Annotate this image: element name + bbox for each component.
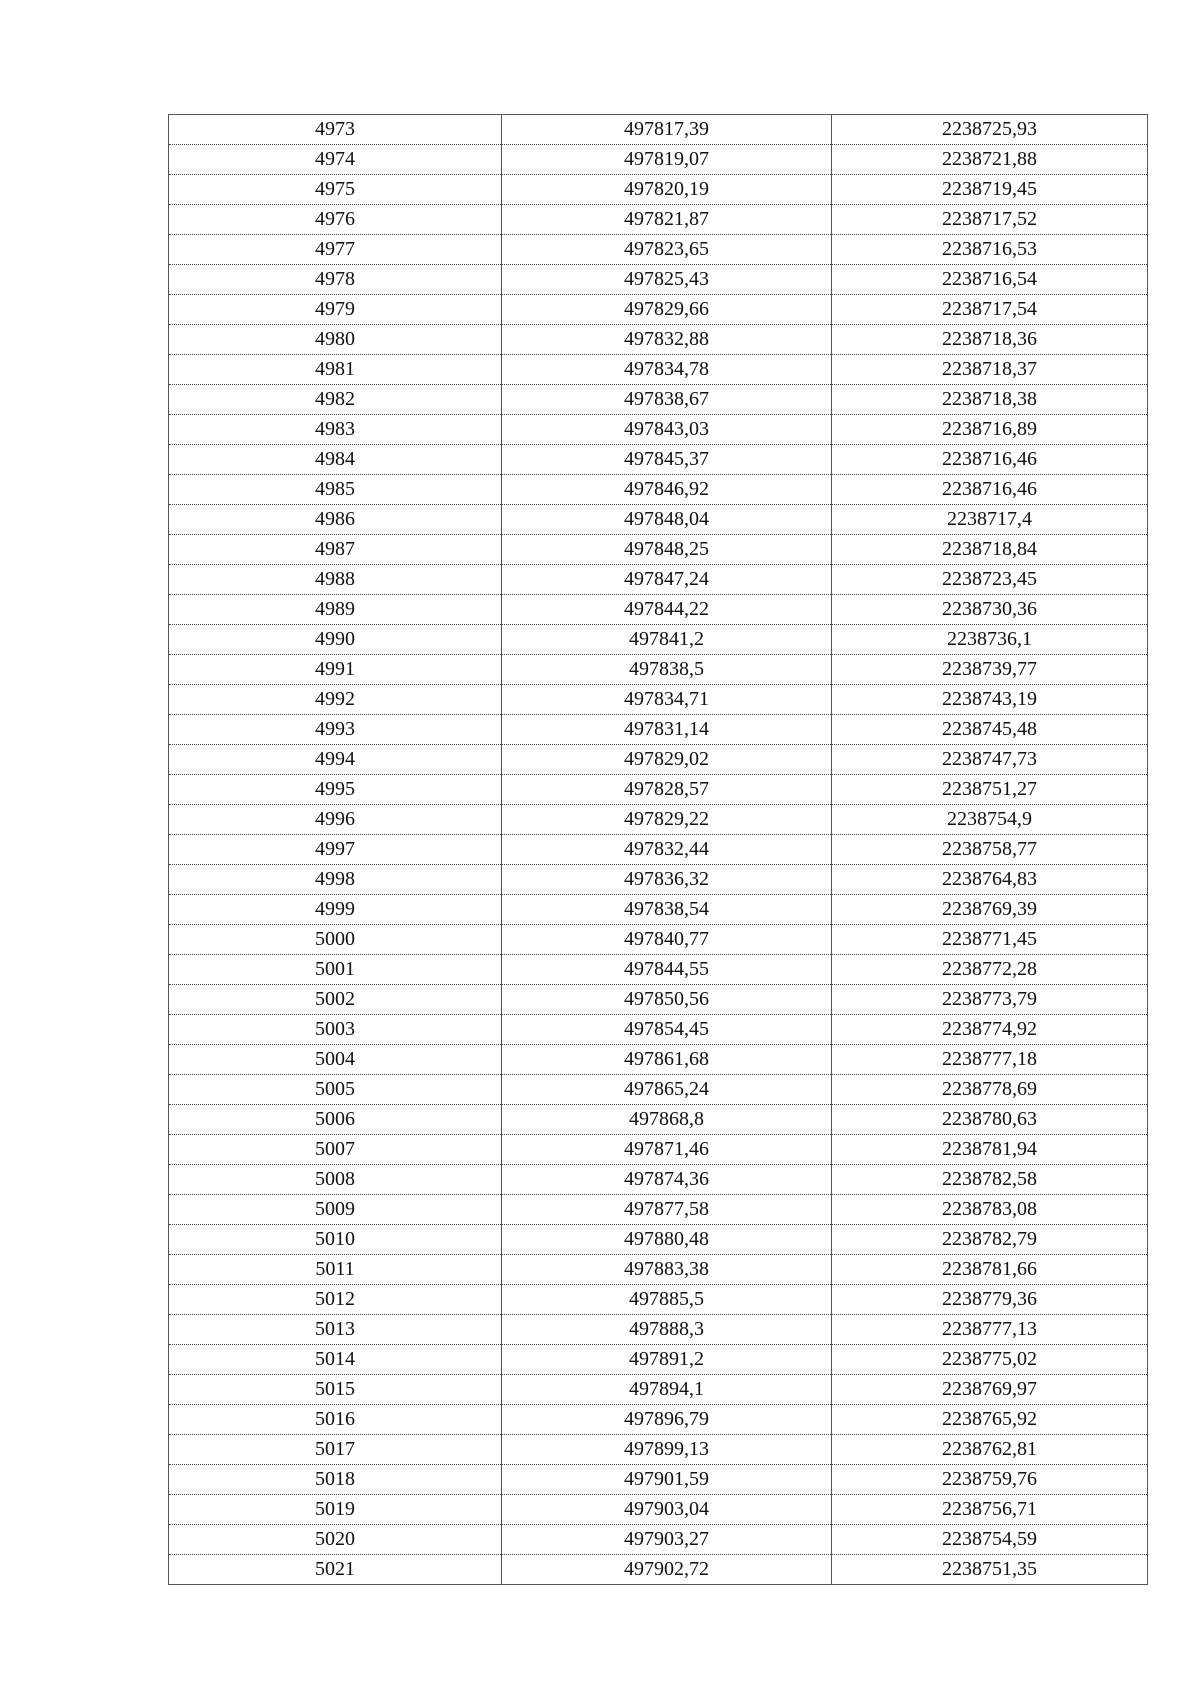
point-number-cell: 4991 <box>169 655 502 685</box>
x-coordinate-cell: 497861,68 <box>502 1045 832 1075</box>
y-coordinate-cell: 2238772,28 <box>832 955 1148 985</box>
table-row <box>169 955 1148 985</box>
point-number-cell: 5014 <box>169 1345 502 1375</box>
x-coordinate-cell: 497902,72 <box>502 1555 832 1585</box>
table-row <box>169 205 1148 235</box>
x-coordinate-cell: 497854,45 <box>502 1015 832 1045</box>
y-coordinate-cell: 2238723,45 <box>832 565 1148 595</box>
table-row <box>169 625 1148 655</box>
y-coordinate-cell: 2238779,36 <box>832 1285 1148 1315</box>
y-coordinate-cell: 2238769,97 <box>832 1375 1148 1405</box>
y-coordinate-cell: 2238754,59 <box>832 1525 1148 1555</box>
point-number-cell: 5005 <box>169 1075 502 1105</box>
x-coordinate-cell: 497848,04 <box>502 505 832 535</box>
point-number-cell: 4998 <box>169 865 502 895</box>
table-row <box>169 295 1148 325</box>
y-coordinate-cell: 2238773,79 <box>832 985 1148 1015</box>
table-row <box>169 1405 1148 1435</box>
x-coordinate-cell: 497844,55 <box>502 955 832 985</box>
x-coordinate-cell: 497848,25 <box>502 535 832 565</box>
table-row <box>169 985 1148 1015</box>
x-coordinate-cell: 497823,65 <box>502 235 832 265</box>
table-row <box>169 1435 1148 1465</box>
point-number-cell: 5012 <box>169 1285 502 1315</box>
x-coordinate-cell: 497843,03 <box>502 415 832 445</box>
y-coordinate-cell: 2238718,36 <box>832 325 1148 355</box>
point-number-cell: 4987 <box>169 535 502 565</box>
x-coordinate-cell: 497883,38 <box>502 1255 832 1285</box>
x-coordinate-cell: 497880,48 <box>502 1225 832 1255</box>
x-coordinate-cell: 497850,56 <box>502 985 832 1015</box>
point-number-cell: 4975 <box>169 175 502 205</box>
y-coordinate-cell: 2238716,46 <box>832 445 1148 475</box>
point-number-cell: 4973 <box>169 115 502 145</box>
x-coordinate-cell: 497847,24 <box>502 565 832 595</box>
x-coordinate-cell: 497829,02 <box>502 745 832 775</box>
y-coordinate-cell: 2238716,53 <box>832 235 1148 265</box>
y-coordinate-cell: 2238745,48 <box>832 715 1148 745</box>
y-coordinate-cell: 2238718,37 <box>832 355 1148 385</box>
table-row <box>169 115 1148 145</box>
point-number-cell: 5003 <box>169 1015 502 1045</box>
x-coordinate-cell: 497828,57 <box>502 775 832 805</box>
y-coordinate-cell: 2238771,45 <box>832 925 1148 955</box>
point-number-cell: 4984 <box>169 445 502 475</box>
y-coordinate-cell: 2238778,69 <box>832 1075 1148 1105</box>
table-row <box>169 1345 1148 1375</box>
y-coordinate-cell: 2238782,58 <box>832 1165 1148 1195</box>
y-coordinate-cell: 2238717,4 <box>832 505 1148 535</box>
x-coordinate-cell: 497846,92 <box>502 475 832 505</box>
table-row <box>169 1165 1148 1195</box>
table-row <box>169 145 1148 175</box>
point-number-cell: 5009 <box>169 1195 502 1225</box>
y-coordinate-cell: 2238777,18 <box>832 1045 1148 1075</box>
table-row <box>169 445 1148 475</box>
y-coordinate-cell: 2238764,83 <box>832 865 1148 895</box>
table-row <box>169 655 1148 685</box>
x-coordinate-cell: 497903,27 <box>502 1525 832 1555</box>
point-number-cell: 4978 <box>169 265 502 295</box>
x-coordinate-cell: 497838,5 <box>502 655 832 685</box>
table-row <box>169 235 1148 265</box>
table-row <box>169 355 1148 385</box>
x-coordinate-cell: 497845,37 <box>502 445 832 475</box>
point-number-cell: 5000 <box>169 925 502 955</box>
table-row <box>169 865 1148 895</box>
table-row <box>169 175 1148 205</box>
point-number-cell: 5004 <box>169 1045 502 1075</box>
table-row <box>169 505 1148 535</box>
table-row <box>169 1135 1148 1165</box>
x-coordinate-cell: 497829,22 <box>502 805 832 835</box>
point-number-cell: 4982 <box>169 385 502 415</box>
point-number-cell: 5020 <box>169 1525 502 1555</box>
y-coordinate-cell: 2238777,13 <box>832 1315 1148 1345</box>
point-number-cell: 4974 <box>169 145 502 175</box>
point-number-cell: 5011 <box>169 1255 502 1285</box>
y-coordinate-cell: 2238716,89 <box>832 415 1148 445</box>
y-coordinate-cell: 2238758,77 <box>832 835 1148 865</box>
point-number-cell: 4983 <box>169 415 502 445</box>
x-coordinate-cell: 497894,1 <box>502 1375 832 1405</box>
table-row <box>169 1045 1148 1075</box>
x-coordinate-cell: 497834,78 <box>502 355 832 385</box>
y-coordinate-cell: 2238747,73 <box>832 745 1148 775</box>
x-coordinate-cell: 497901,59 <box>502 1465 832 1495</box>
table-row <box>169 595 1148 625</box>
x-coordinate-cell: 497841,2 <box>502 625 832 655</box>
point-number-cell: 5006 <box>169 1105 502 1135</box>
table-row <box>169 385 1148 415</box>
x-coordinate-cell: 497877,58 <box>502 1195 832 1225</box>
point-number-cell: 4996 <box>169 805 502 835</box>
table-row <box>169 1375 1148 1405</box>
x-coordinate-cell: 497865,24 <box>502 1075 832 1105</box>
point-number-cell: 4997 <box>169 835 502 865</box>
point-number-cell: 4994 <box>169 745 502 775</box>
x-coordinate-cell: 497825,43 <box>502 265 832 295</box>
table-row <box>169 1255 1148 1285</box>
y-coordinate-cell: 2238759,76 <box>832 1465 1148 1495</box>
table-row <box>169 325 1148 355</box>
point-number-cell: 5001 <box>169 955 502 985</box>
table-row <box>169 685 1148 715</box>
table-row <box>169 1555 1148 1585</box>
point-number-cell: 4985 <box>169 475 502 505</box>
x-coordinate-cell: 497838,54 <box>502 895 832 925</box>
table-row <box>169 805 1148 835</box>
point-number-cell: 5021 <box>169 1555 502 1585</box>
x-coordinate-cell: 497899,13 <box>502 1435 832 1465</box>
x-coordinate-cell: 497820,19 <box>502 175 832 205</box>
point-number-cell: 5017 <box>169 1435 502 1465</box>
point-number-cell: 4993 <box>169 715 502 745</box>
point-number-cell: 4980 <box>169 325 502 355</box>
x-coordinate-cell: 497817,39 <box>502 115 832 145</box>
y-coordinate-cell: 2238717,52 <box>832 205 1148 235</box>
table-row <box>169 1195 1148 1225</box>
point-number-cell: 5016 <box>169 1405 502 1435</box>
x-coordinate-cell: 497819,07 <box>502 145 832 175</box>
point-number-cell: 5013 <box>169 1315 502 1345</box>
coordinates-table <box>168 114 1148 1585</box>
y-coordinate-cell: 2238718,84 <box>832 535 1148 565</box>
x-coordinate-cell: 497821,87 <box>502 205 832 235</box>
point-number-cell: 4995 <box>169 775 502 805</box>
x-coordinate-cell: 497838,67 <box>502 385 832 415</box>
point-number-cell: 4990 <box>169 625 502 655</box>
point-number-cell: 5015 <box>169 1375 502 1405</box>
table-row <box>169 565 1148 595</box>
y-coordinate-cell: 2238717,54 <box>832 295 1148 325</box>
y-coordinate-cell: 2238769,39 <box>832 895 1148 925</box>
x-coordinate-cell: 497840,77 <box>502 925 832 955</box>
table-row <box>169 1285 1148 1315</box>
point-number-cell: 5008 <box>169 1165 502 1195</box>
point-number-cell: 5010 <box>169 1225 502 1255</box>
y-coordinate-cell: 2238765,92 <box>832 1405 1148 1435</box>
table-row <box>169 1105 1148 1135</box>
point-number-cell: 4988 <box>169 565 502 595</box>
point-number-cell: 4979 <box>169 295 502 325</box>
table-row <box>169 895 1148 925</box>
table-row <box>169 745 1148 775</box>
y-coordinate-cell: 2238719,45 <box>832 175 1148 205</box>
y-coordinate-cell: 2238781,66 <box>832 1255 1148 1285</box>
table-row <box>169 475 1148 505</box>
table-row <box>169 925 1148 955</box>
x-coordinate-cell: 497868,8 <box>502 1105 832 1135</box>
point-number-cell: 4977 <box>169 235 502 265</box>
table-row <box>169 835 1148 865</box>
y-coordinate-cell: 2238751,27 <box>832 775 1148 805</box>
x-coordinate-cell: 497885,5 <box>502 1285 832 1315</box>
y-coordinate-cell: 2238739,77 <box>832 655 1148 685</box>
y-coordinate-cell: 2238716,54 <box>832 265 1148 295</box>
x-coordinate-cell: 497844,22 <box>502 595 832 625</box>
x-coordinate-cell: 497832,44 <box>502 835 832 865</box>
point-number-cell: 4976 <box>169 205 502 235</box>
y-coordinate-cell: 2238730,36 <box>832 595 1148 625</box>
x-coordinate-cell: 497896,79 <box>502 1405 832 1435</box>
point-number-cell: 5018 <box>169 1465 502 1495</box>
y-coordinate-cell: 2238718,38 <box>832 385 1148 415</box>
point-number-cell: 5019 <box>169 1495 502 1525</box>
point-number-cell: 5002 <box>169 985 502 1015</box>
table-row <box>169 535 1148 565</box>
table-row <box>169 1075 1148 1105</box>
y-coordinate-cell: 2238782,79 <box>832 1225 1148 1255</box>
point-number-cell: 4981 <box>169 355 502 385</box>
table-row <box>169 265 1148 295</box>
x-coordinate-cell: 497888,3 <box>502 1315 832 1345</box>
table-row <box>169 1315 1148 1345</box>
y-coordinate-cell: 2238721,88 <box>832 145 1148 175</box>
x-coordinate-cell: 497831,14 <box>502 715 832 745</box>
y-coordinate-cell: 2238762,81 <box>832 1435 1148 1465</box>
x-coordinate-cell: 497829,66 <box>502 295 832 325</box>
y-coordinate-cell: 2238775,02 <box>832 1345 1148 1375</box>
table-row <box>169 415 1148 445</box>
point-number-cell: 4986 <box>169 505 502 535</box>
table-row <box>169 715 1148 745</box>
y-coordinate-cell: 2238756,71 <box>832 1495 1148 1525</box>
x-coordinate-cell: 497903,04 <box>502 1495 832 1525</box>
x-coordinate-cell: 497871,46 <box>502 1135 832 1165</box>
table-row <box>169 1465 1148 1495</box>
y-coordinate-cell: 2238783,08 <box>832 1195 1148 1225</box>
point-number-cell: 4989 <box>169 595 502 625</box>
point-number-cell: 5007 <box>169 1135 502 1165</box>
table-row <box>169 1015 1148 1045</box>
x-coordinate-cell: 497891,2 <box>502 1345 832 1375</box>
y-coordinate-cell: 2238780,63 <box>832 1105 1148 1135</box>
x-coordinate-cell: 497832,88 <box>502 325 832 355</box>
x-coordinate-cell: 497836,32 <box>502 865 832 895</box>
y-coordinate-cell: 2238774,92 <box>832 1015 1148 1045</box>
table-row <box>169 775 1148 805</box>
table-row <box>169 1225 1148 1255</box>
x-coordinate-cell: 497834,71 <box>502 685 832 715</box>
point-number-cell: 4999 <box>169 895 502 925</box>
y-coordinate-cell: 2238781,94 <box>832 1135 1148 1165</box>
point-number-cell: 4992 <box>169 685 502 715</box>
table-row <box>169 1525 1148 1555</box>
y-coordinate-cell: 2238754,9 <box>832 805 1148 835</box>
table-row <box>169 1495 1148 1525</box>
y-coordinate-cell: 2238725,93 <box>832 115 1148 145</box>
y-coordinate-cell: 2238743,19 <box>832 685 1148 715</box>
y-coordinate-cell: 2238736,1 <box>832 625 1148 655</box>
y-coordinate-cell: 2238716,46 <box>832 475 1148 505</box>
y-coordinate-cell: 2238751,35 <box>832 1555 1148 1585</box>
x-coordinate-cell: 497874,36 <box>502 1165 832 1195</box>
coordinates-table-body <box>169 115 1148 1585</box>
